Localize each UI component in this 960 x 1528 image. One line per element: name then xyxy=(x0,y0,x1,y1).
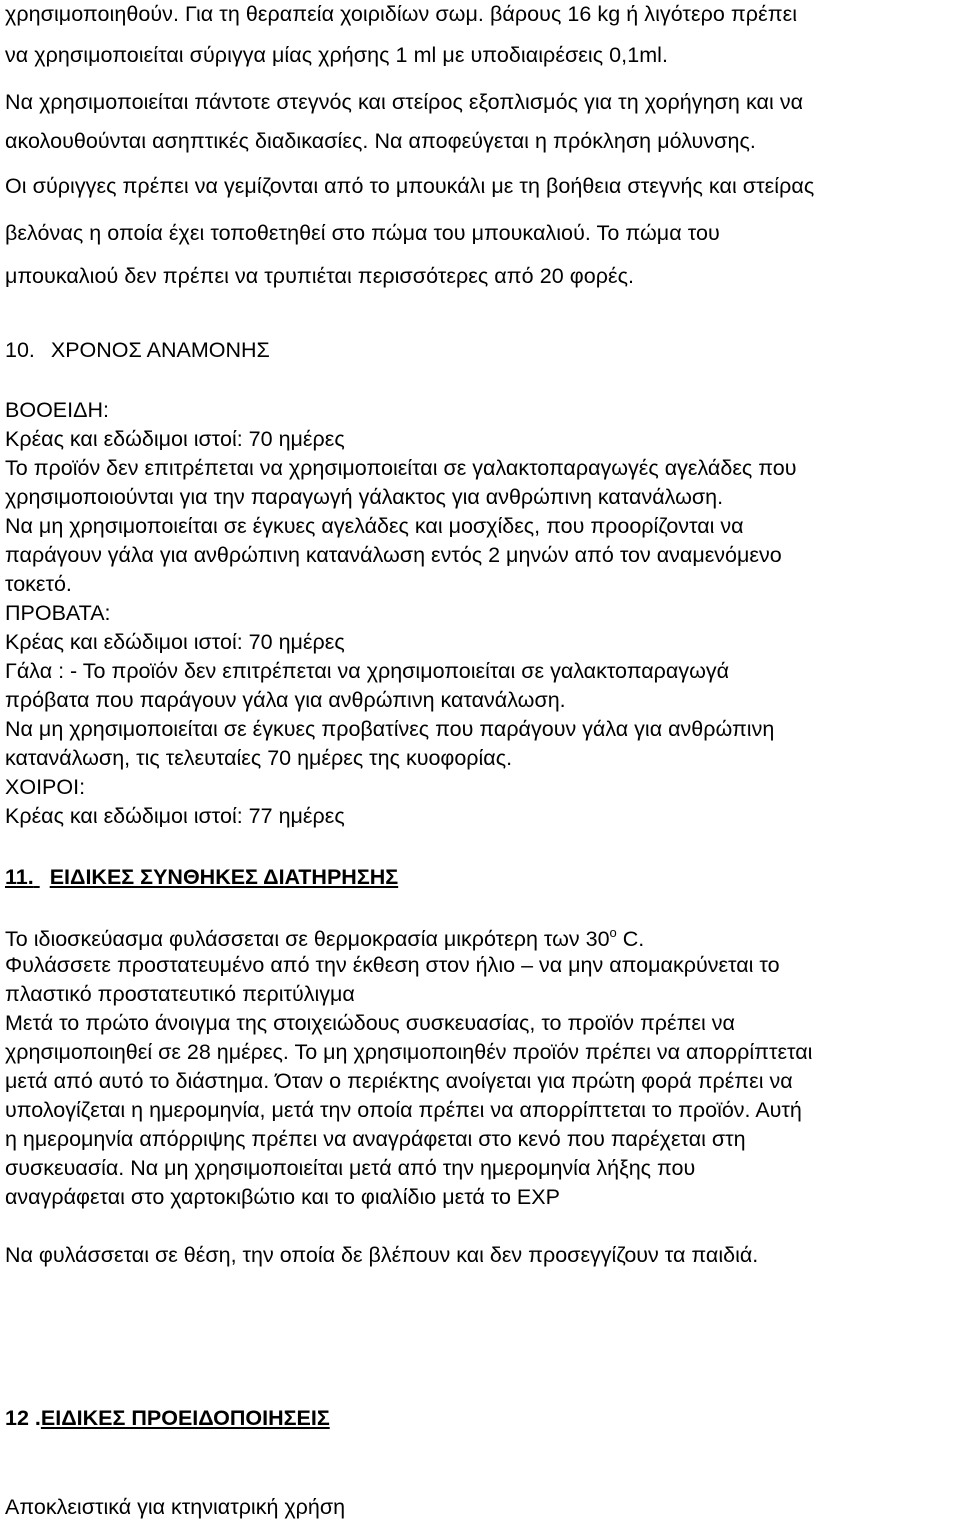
section-number: 11. xyxy=(5,865,34,889)
section-title: ΕΙΔΙΚΕΣ ΣΥΝΘΗΚΕΣ ΔΙΑΤΗΡΗΣΗΣ xyxy=(49,865,399,889)
body-line: βελόνας η οποία έχει τοποθετηθεί στο πώμα του μπουκαλιού. Το πώμα του xyxy=(5,221,720,245)
cattle-meat: Κρέας και εδώδιμοι ιστοί: 70 ημέρες xyxy=(5,427,345,451)
body-line: Φυλάσσετε προστατευμένο από την έκθεση στον ήλιο – να μην απομακρύνεται το xyxy=(5,953,780,977)
section-10-heading xyxy=(5,340,270,362)
body-line: ακολουθούνται ασηπτικές διαδικασίες. Να αποφεύγεται η πρόκληση μόλυνσης. xyxy=(5,129,756,153)
body-line: Το προϊόν δεν επιτρέπεται να χρησιμοποιείται σε γαλακτοπαραγωγές αγελάδες που xyxy=(5,456,797,480)
body-line: Αποκλειστικά για κτηνιατρική χρήση xyxy=(5,1495,346,1519)
body-line: η ημερομηνία απόρριψης πρέπει να αναγράφεται στο κενό που παρέχεται στη xyxy=(5,1127,746,1151)
section-title: ΕΙΔΙΚΕΣ ΠΡΟΕΙΔΟΠΟΙΗΣΕΙΣ xyxy=(40,1406,330,1430)
cattle-heading: ΒΟΟΕΙΔΗ: xyxy=(5,398,109,422)
section-12-heading xyxy=(5,1408,330,1430)
section-number: 12 . xyxy=(5,1406,41,1430)
body-line: Οι σύριγγες πρέπει να γεμίζονται από το μπουκάλι με τη βοήθεια στεγνής και στείρας xyxy=(5,174,815,198)
section-11-heading xyxy=(5,867,398,889)
body-line: τοκετό. xyxy=(5,572,72,596)
body-line: Μετά το πρώτο άνοιγμα της στοιχειώδους συσκευασίας, το προϊόν πρέπει να xyxy=(5,1011,735,1035)
storage-temp-unit: C. xyxy=(616,927,645,951)
sheep-meat: Κρέας και εδώδιμοι ιστοί: 70 ημέρες xyxy=(5,630,345,654)
sheep-heading: ΠΡΟΒΑΤΑ: xyxy=(5,601,111,625)
pigs-heading: ΧΟΙΡΟΙ: xyxy=(5,775,86,799)
body-line: χρησιμοποιούνται για την παραγωγή γάλακτος για ανθρώπινη κατανάλωση. xyxy=(5,485,724,509)
body-line: πλαστικό προστατευτικό περιτύλιγμα xyxy=(5,982,355,1006)
section-number: 10. xyxy=(5,338,35,362)
body-line: συσκευασία. Να μη χρησιμοποιείται μετά από την ημερομηνία λήξης που xyxy=(5,1156,696,1180)
body-line: πρόβατα που παράγουν γάλα για ανθρώπινη κατανάλωση. xyxy=(5,688,566,712)
body-line: αναγράφεται στο χαρτοκιβώτιο και το φιαλίδιο μετά το EXP xyxy=(5,1185,560,1209)
body-line: υπολογίζεται η ημερομηνία, μετά την οποία πρέπει να απορρίπτεται το προϊόν. Αυτή xyxy=(5,1098,802,1122)
body-line: Γάλα : - Το προϊόν δεν επιτρέπεται να χρησιμοποιείται σε γαλακτοπαραγωγά xyxy=(5,659,730,683)
body-line: χρησιμοποιηθεί σε 28 ημέρες. Το μη χρησιμοποιηθέν προϊόν πρέπει να απορρίπτεται xyxy=(5,1040,813,1064)
body-line: παράγουν γάλα για ανθρώπινη κατανάλωση εντός 2 μηνών από τον αναμενόμενο xyxy=(5,543,782,567)
body-line: Να μη χρησιμοποιείται σε έγκυες προβατίνες που παράγουν γάλα για ανθρώπινη xyxy=(5,717,775,741)
body-line: να χρησιμοποιείται σύριγγα μίας χρήσης 1 ml με υποδιαιρέσεις 0,1ml. xyxy=(5,43,669,67)
body-line: κατανάλωση, τις τελευταίες 70 ημέρες της κυοφορίας. xyxy=(5,746,513,770)
body-line: Να μη χρησιμοποιείται σε έγκυες αγελάδες και μοσχίδες, που προορίζονται να xyxy=(5,514,744,538)
pigs-meat: Κρέας και εδώδιμοι ιστοί: 77 ημέρες xyxy=(5,804,345,828)
body-line: Να χρησιμοποιείται πάντοτε στεγνός και στείρος εξοπλισμός για τη χορήγηση και να xyxy=(5,90,804,114)
body-line: μετά από αυτό το διάστημα. Όταν ο περιέκτης ανοίγεται για πρώτη φορά πρέπει να xyxy=(5,1069,793,1093)
degree-symbol: ο xyxy=(609,925,617,940)
storage-temp-text: Το ιδιοσκεύασμα φυλάσσεται σε θερμοκρασία μικρότερη των 30 xyxy=(5,927,610,951)
children-warning: Να φυλάσσεται σε θέση, την οποία δε βλέπουν και δεν προσεγγίζουν τα παιδιά. xyxy=(5,1243,759,1267)
section-title: ΧΡΟΝΟΣ ΑΝΑΜΟΝΗΣ xyxy=(50,338,270,362)
body-line xyxy=(5,926,644,951)
body-line: χρησιμοποιηθούν. Για τη θεραπεία χοιριδίων σωμ. βάρους 16 kg ή λιγότερο πρέπει xyxy=(5,2,798,26)
body-line: μπουκαλιού δεν πρέπει να τρυπιέται περισσότερες από 20 φορές. xyxy=(5,264,635,288)
